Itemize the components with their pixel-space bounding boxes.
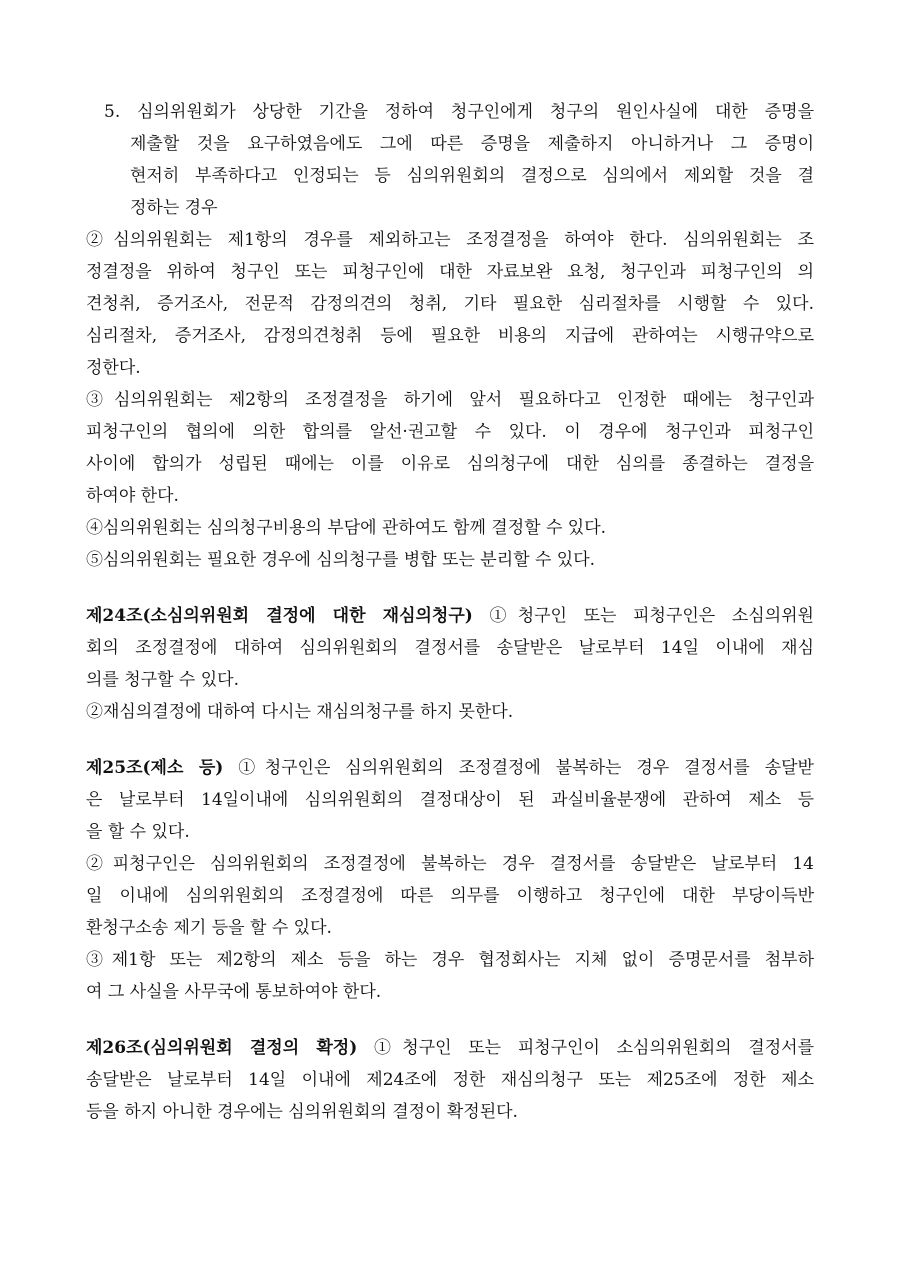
article-25-text: ①청구인은 심의위원회의 조정결정에 불복하는 경우 결정서를 송달받 bbox=[223, 758, 814, 778]
paragraph-line: ③심의위원회는 제2항의 조정결정을 하기에 앞서 필요하다고 인정한 때에는 청구인과 bbox=[86, 390, 814, 410]
article-24-paragraph-2: ②재심의결정에 대하여 다시는 재심의청구를 하지 못한다. bbox=[86, 702, 514, 722]
paragraph-line: 하여야 한다. bbox=[86, 486, 179, 506]
article-25-title: 제25조(제소 등) bbox=[86, 758, 224, 778]
article-line: 여 그 사실을 사무국에 통보하여야 한다. bbox=[86, 982, 382, 1002]
article-line: 일 이내에 심의위원회의 조정결정에 따른 의무를 이행하고 청구인에 대한 부당이득반 bbox=[86, 886, 814, 906]
paragraph-2 bbox=[86, 224, 814, 384]
article-24-title: 제24조(소심의위원회 결정에 대한 재심의청구) bbox=[86, 606, 473, 626]
article-24-text: ①청구인 또는 피청구인은 소심의위원 bbox=[472, 606, 814, 626]
article-25-first-line bbox=[86, 752, 814, 784]
paragraph-5: ⑤심의위원회는 필요한 경우에 심의청구를 병합 또는 분리할 수 있다. bbox=[86, 550, 596, 570]
article-line: 의를 청구할 수 있다. bbox=[86, 670, 239, 690]
paragraph-3 bbox=[86, 384, 814, 512]
spacer bbox=[86, 728, 814, 752]
item-5-line: 5. 심의위원회가 상당한 기간을 정하여 청구인에게 청구의 원인사실에 대한 증명을 bbox=[104, 102, 814, 122]
item-5 bbox=[86, 96, 814, 224]
article-line: 은 날로부터 14일이내에 심의위원회의 결정대상이 된 과실비율분쟁에 관하여 제소 등 bbox=[86, 790, 814, 810]
article-24-first-line bbox=[86, 600, 814, 632]
article-24 bbox=[86, 600, 814, 728]
article-line: 회의 조정결정에 대하여 심의위원회의 결정서를 송달받은 날로부터 14일 이내에 재심 bbox=[86, 638, 814, 658]
article-line: 환청구소송 제기 등을 할 수 있다. bbox=[86, 918, 332, 938]
article-25 bbox=[86, 752, 814, 1008]
article-26-title: 제26조(심의위원회 결정의 확정) bbox=[86, 1038, 358, 1058]
article-line: ③제1항 또는 제2항의 제소 등을 하는 경우 협정회사는 지체 없이 증명문서를 첨부하 bbox=[86, 950, 814, 970]
article-line: 등을 하지 아니한 경우에는 심의위원회의 결정이 확정된다. bbox=[86, 1102, 518, 1122]
item-5-line: 정하는 경우 bbox=[130, 198, 218, 218]
paragraph-line: 심리절차, 증거조사, 감정의견청취 등에 필요한 비용의 지급에 관하여는 시행규약으로 bbox=[86, 326, 814, 346]
item-5-line: 현저히 부족하다고 인정되는 등 심의위원회의 결정으로 심의에서 제외할 것을 결 bbox=[130, 166, 814, 186]
paragraph-line: 피청구인의 협의에 의한 합의를 알선·권고할 수 있다. 이 경우에 청구인과 피청구인 bbox=[86, 422, 814, 442]
item-5-line: 제출할 것을 요구하였음에도 그에 따른 증명을 제출하지 아니하거나 그 증명이 bbox=[130, 134, 814, 154]
spacer bbox=[86, 1008, 814, 1032]
paragraph-line: ②심의위원회는 제1항의 경우를 제외하고는 조정결정을 하여야 한다. 심의위원회는 조 bbox=[86, 230, 814, 250]
paragraph-line: 견청취, 증거조사, 전문적 감정의견의 청취, 기타 필요한 심리절차를 시행할 수 있다. bbox=[86, 294, 814, 314]
paragraph-line: 정한다. bbox=[86, 358, 141, 378]
paragraph-line: 사이에 합의가 성립된 때에는 이를 이유로 심의청구에 대한 심의를 종결하는 결정을 bbox=[86, 454, 814, 474]
article-line: 송달받은 날로부터 14일 이내에 제24조에 정한 재심의청구 또는 제25조에 정한 제소 bbox=[86, 1070, 814, 1090]
article-26 bbox=[86, 1032, 814, 1128]
article-26-text: ①청구인 또는 피청구인이 소심의위원회의 결정서를 bbox=[357, 1038, 814, 1058]
article-line: 을 할 수 있다. bbox=[86, 822, 190, 842]
paragraph-line: 정결정을 위하여 청구인 또는 피청구인에 대한 자료보완 요청, 청구인과 피청구인의 의 bbox=[86, 262, 814, 282]
article-26-first-line bbox=[86, 1032, 814, 1064]
paragraph-4: ④심의위원회는 심의청구비용의 부담에 관하여도 함께 결정할 수 있다. bbox=[86, 518, 607, 538]
document-page bbox=[86, 96, 814, 1128]
article-line: ②피청구인은 심의위원회의 조정결정에 불복하는 경우 결정서를 송달받은 날로부터 14 bbox=[86, 854, 814, 874]
spacer bbox=[86, 576, 814, 600]
